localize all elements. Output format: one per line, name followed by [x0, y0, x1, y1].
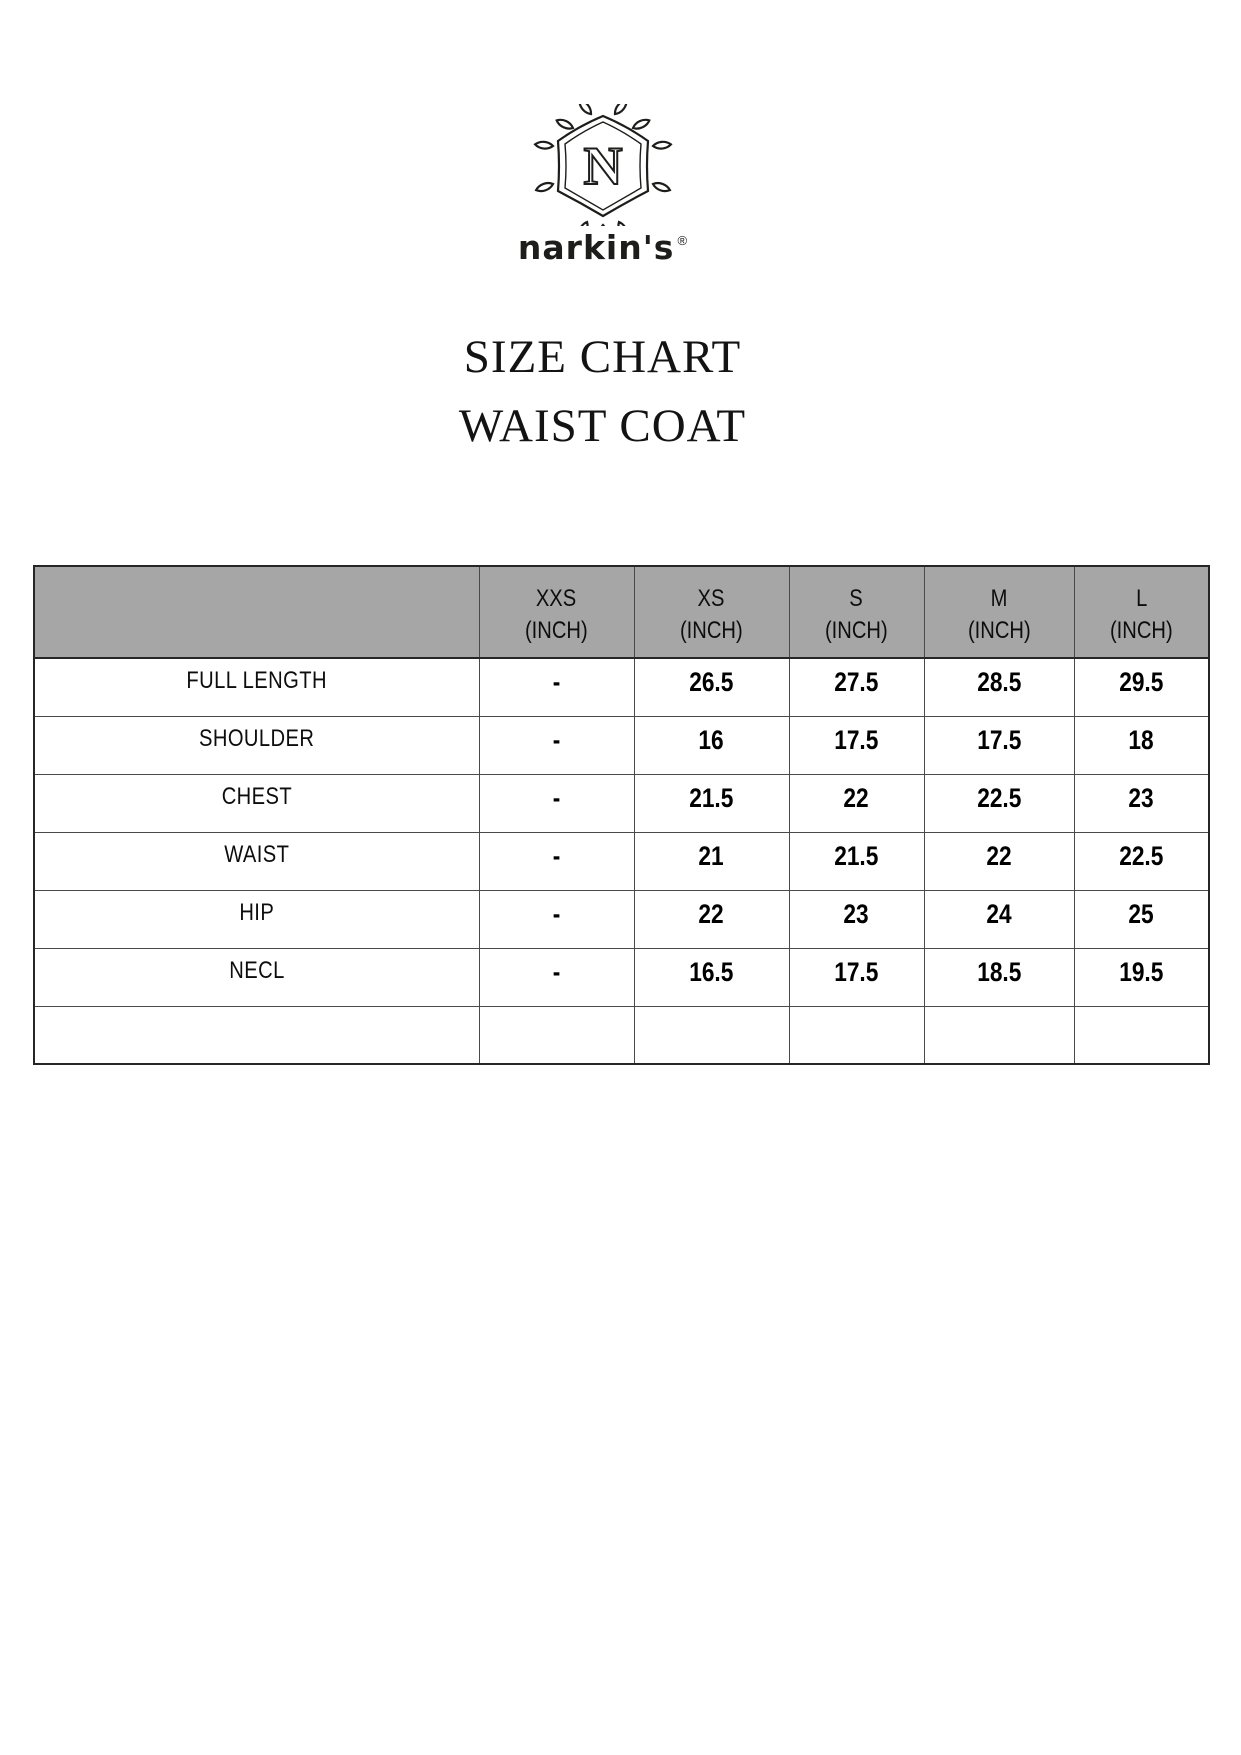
row-label-cell: SHOULDER: [34, 716, 479, 774]
value-cell: 19.5: [1074, 948, 1209, 1006]
table-row: [34, 658, 1209, 716]
value-cell: 26.5: [634, 658, 789, 716]
value-cell: -: [479, 658, 634, 716]
row-label-cell: WAIST: [34, 832, 479, 890]
value-cell: [1074, 1006, 1209, 1064]
row-label-cell: NECL: [34, 948, 479, 1006]
brand-monogram: N: [583, 136, 622, 196]
size-header-cell: M (INCH): [924, 566, 1074, 658]
size-header-cell: L (INCH): [1074, 566, 1209, 658]
value-cell: 22.5: [1074, 832, 1209, 890]
value-cell: -: [479, 716, 634, 774]
value-cell: 24: [924, 890, 1074, 948]
value-cell: [634, 1006, 789, 1064]
value-cell: 18: [1074, 716, 1209, 774]
table-row: [34, 716, 1209, 774]
row-label-cell: CHEST: [34, 774, 479, 832]
size-header-cell: XXS (INCH): [479, 566, 634, 658]
table-row: [34, 890, 1209, 948]
value-cell: -: [479, 774, 634, 832]
page-title: SIZE CHART: [463, 331, 742, 383]
value-cell: 25: [1074, 890, 1209, 948]
value-cell: 18.5: [924, 948, 1074, 1006]
value-cell: 21.5: [634, 774, 789, 832]
value-cell: 16: [634, 716, 789, 774]
value-cell: 23: [789, 890, 924, 948]
value-cell: 29.5: [1074, 658, 1209, 716]
row-label-cell: HIP: [34, 890, 479, 948]
value-cell: 22: [634, 890, 789, 948]
size-chart-table: [33, 565, 1210, 1065]
row-label-cell: FULL LENGTH: [34, 658, 479, 716]
value-cell: 17.5: [789, 716, 924, 774]
brand-crest-icon: [517, 104, 689, 226]
table-row: [34, 774, 1209, 832]
table-body: [34, 658, 1209, 1064]
value-cell: [924, 1006, 1074, 1064]
value-cell: 17.5: [924, 716, 1074, 774]
value-cell: -: [479, 948, 634, 1006]
corner-header-cell: [34, 566, 479, 658]
value-cell: -: [479, 832, 634, 890]
titles: [0, 331, 1205, 452]
size-header-cell: XS (INCH): [634, 566, 789, 658]
value-cell: 17.5: [789, 948, 924, 1006]
table-header-row: [34, 566, 1209, 658]
value-cell: 23: [1074, 774, 1209, 832]
value-cell: 21: [634, 832, 789, 890]
value-cell: [789, 1006, 924, 1064]
value-cell: 28.5: [924, 658, 1074, 716]
brand-wordmark: narkin's: [517, 228, 675, 267]
value-cell: 22.5: [924, 774, 1074, 832]
value-cell: 22: [789, 774, 924, 832]
value-cell: 22: [924, 832, 1074, 890]
brand-logo: [0, 104, 1205, 267]
table-row: [34, 948, 1209, 1006]
value-cell: 27.5: [789, 658, 924, 716]
value-cell: [479, 1006, 634, 1064]
value-cell: -: [479, 890, 634, 948]
value-cell: 16.5: [634, 948, 789, 1006]
row-label-cell: [34, 1006, 479, 1064]
registered-trademark-icon: ®: [677, 233, 688, 248]
size-header-cell: S (INCH): [789, 566, 924, 658]
table-row: [34, 1006, 1209, 1064]
value-cell: 21.5: [789, 832, 924, 890]
page-subtitle: WAIST COAT: [458, 400, 747, 452]
table-row: [34, 832, 1209, 890]
